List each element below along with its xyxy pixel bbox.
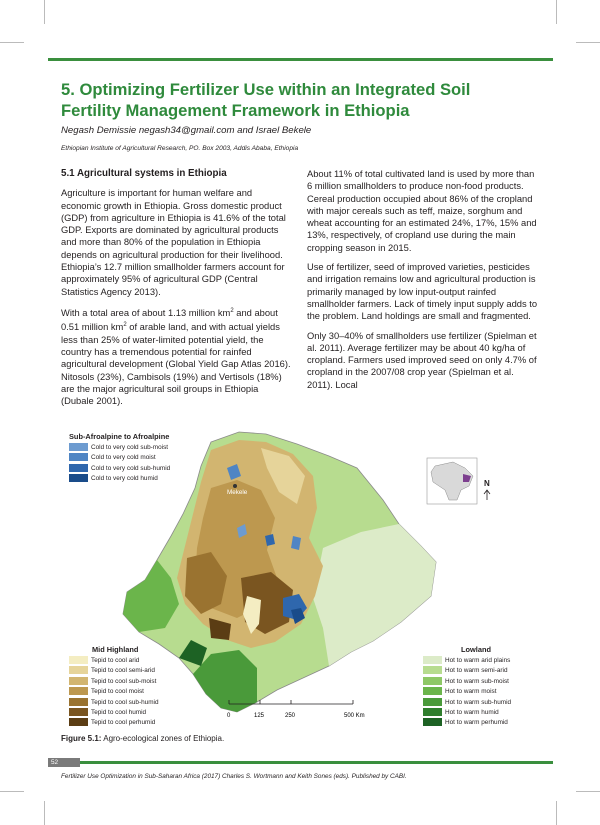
legend-swatch	[423, 698, 442, 706]
legend-item	[423, 666, 508, 675]
superscript: 2	[230, 307, 234, 314]
legend-label: Hot to warm sub-humid	[445, 698, 512, 706]
legend-label: Tepid to cool semi-arid	[91, 667, 155, 675]
crop-mark	[0, 42, 24, 43]
legend-item	[69, 718, 155, 727]
legend-label: Hot to warm moist	[445, 688, 497, 696]
legend-swatch	[69, 718, 88, 726]
crop-mark	[44, 801, 45, 825]
legend-label: Tepid to cool sub-humid	[91, 698, 159, 706]
figure-caption	[61, 734, 224, 743]
superscript: 2	[123, 322, 127, 329]
caption-label: Figure 5.1:	[61, 734, 102, 743]
legend-label: Cold to very cold sub-moist	[91, 444, 169, 451]
agro-ecological-map-figure	[61, 428, 551, 730]
legend-item	[69, 443, 168, 452]
paragraph: Agriculture is important for human welfare and economic growth in Ethiopia. Gross domestic product (GDP) from agriculture in Ethiopia is 41.6% of the total GDP. Exports are dominated by agricultural products and more than 80% of the population in Ethiopia depends on agricultural production for their livelihood. Ethiopia’s 12.7 million smallholder farmers account for approximately 95% of agricultural GDP (Central Statistics Agency 2013).	[61, 188, 286, 297]
legend-label: Tepid to cool arid	[91, 657, 140, 664]
legend-swatch	[423, 656, 442, 664]
legend-swatch	[423, 687, 442, 695]
crop-mark	[576, 42, 600, 43]
legend-item	[423, 708, 499, 717]
legend-swatch	[69, 666, 88, 674]
legend-label: Cold to very cold humid	[91, 475, 158, 483]
legend-label: Tepid to cool perhumid	[91, 719, 156, 727]
north-arrow-icon	[484, 490, 490, 500]
paragraph: About 11% of total cultivated land is used by more than 6 million smallholders to produce non-food products. Cereal production occupied about 86% of the cropland with major cereals such as teff, maize, sorghum and wheat accounting for an estimated 24%, 17%, 15% and 13%, respectively, of cropland use during the main cropping season in 2015.	[307, 169, 537, 253]
legend-swatch	[69, 474, 88, 482]
legend-swatch	[69, 656, 88, 664]
left-column	[61, 168, 292, 415]
crop-mark	[556, 0, 557, 24]
crop-mark	[44, 0, 45, 24]
legend-item	[423, 656, 510, 665]
legend-label: Tepid to cool humid	[91, 709, 147, 716]
legend-label: Hot to warm semi-arid	[445, 667, 508, 675]
legend-item	[69, 708, 146, 717]
legend-label: Hot to warm arid plains	[445, 657, 511, 664]
legend-item	[69, 666, 155, 675]
place-label: Mekele	[227, 489, 248, 496]
legend-item	[423, 687, 497, 696]
legend-swatch	[423, 677, 442, 685]
paragraph: With a total area of about 1.13 million $km^2$ and about 0.51 million $km^2$ of arable land, and with actual yields less than 25% of water-limited potential yield, the country has a tremendous potential for rainfed agricultural development (Global Yield Gap Atlas 2016). Nitosols (23%), Cambisols (19%) and Vertisols (18%) are the major agricultural soil groups in Ethiopia (Dubale 2001).	[61, 307, 291, 407]
mekele-marker	[233, 484, 237, 488]
legend-swatch	[69, 464, 88, 472]
legend-swatch	[423, 718, 442, 726]
legend-label: Hot to warm sub-moist	[445, 677, 509, 685]
legend-label: Tepid to cool sub-moist	[91, 677, 157, 685]
header-rule	[48, 58, 553, 61]
crop-mark	[576, 791, 600, 792]
legend-item	[423, 718, 508, 727]
scale-tick-label: 125	[254, 713, 265, 719]
page-number: 52	[48, 758, 80, 767]
chapter-title-line-1: 5. Optimizing Fertilizer Use within an Integrated Soil	[61, 80, 471, 99]
paragraph: Only 30–40% of smallholders use fertilizer (Spielman et al. 2011). Average fertilizer may be about 40 kg/ha of cropland. Farmers used improved seed on only 4.7% of cropland in the 2007/08 crop year (Spielman et al. 2011). Local	[307, 330, 537, 390]
legend-swatch	[69, 708, 88, 716]
chapter-title	[61, 79, 541, 121]
legend-item	[69, 474, 158, 483]
legend-label: Tepid to cool moist	[91, 688, 144, 696]
north-arrow-label: N	[484, 479, 490, 488]
legend-item	[69, 687, 144, 696]
legend-item	[69, 677, 156, 686]
affiliation: Ethiopian Institute of Agricultural Research, PO. Box 2003, Addis Ababa, Ethiopia	[61, 145, 299, 152]
legend-item	[69, 698, 159, 707]
scale-tick-label: 500 Km	[344, 713, 365, 719]
legend-label: Cold to very cold moist	[91, 454, 156, 462]
crop-mark	[556, 801, 557, 825]
right-column	[307, 168, 538, 398]
legend-label: Cold to very cold sub-humid	[91, 464, 171, 472]
caption-text: Agro-ecological zones of Ethiopia.	[101, 734, 225, 743]
crop-mark	[0, 791, 24, 792]
legend-item	[423, 677, 509, 686]
legend-highland-title: Mid Highland	[92, 645, 139, 654]
legend-swatch	[69, 687, 88, 695]
legend-label: Hot to warm humid	[445, 709, 499, 716]
legend-swatch	[423, 666, 442, 674]
chapter-title-line-2: Fertility Management Framework in Ethiopia	[61, 101, 410, 120]
legend-lowland-title: Lowland	[461, 645, 491, 654]
scale-tick-label: 0	[227, 713, 231, 719]
legend-label: Hot to warm perhumid	[445, 719, 508, 727]
authors: Negash Demissie negash34@gmail.com and Israel Bekele	[61, 125, 312, 136]
legend-swatch	[69, 453, 88, 461]
legend-swatch	[69, 698, 88, 706]
legend-swatch	[69, 677, 88, 685]
section-heading: 5.1 Agricultural systems in Ethiopia	[61, 168, 227, 179]
scale-tick-label: 250	[285, 713, 296, 719]
map-lowland-arid	[313, 524, 436, 666]
legend-swatch	[69, 443, 88, 451]
legend-item	[69, 464, 170, 473]
footer-citation: Fertilizer Use Optimization in Sub-Saharan Africa (2017) Charles S. Wortmann and Keith Sones (eds). Published by CABI.	[61, 773, 407, 780]
legend-alpine-title: Sub-Afroalpine to Afroalpine	[69, 432, 170, 441]
legend-swatch	[423, 708, 442, 716]
legend-item	[423, 698, 511, 707]
legend-item	[69, 656, 139, 665]
footer-rule	[48, 761, 553, 764]
legend-item	[69, 453, 156, 462]
paragraph: Use of fertilizer, seed of improved varieties, pesticides and irrigation remains low and agricultural production is primarily managed by low input-output rainfed smallholder farmers. Lack of timely input supply adds to the problem. Land holdings are small and fragmented.	[307, 262, 538, 322]
